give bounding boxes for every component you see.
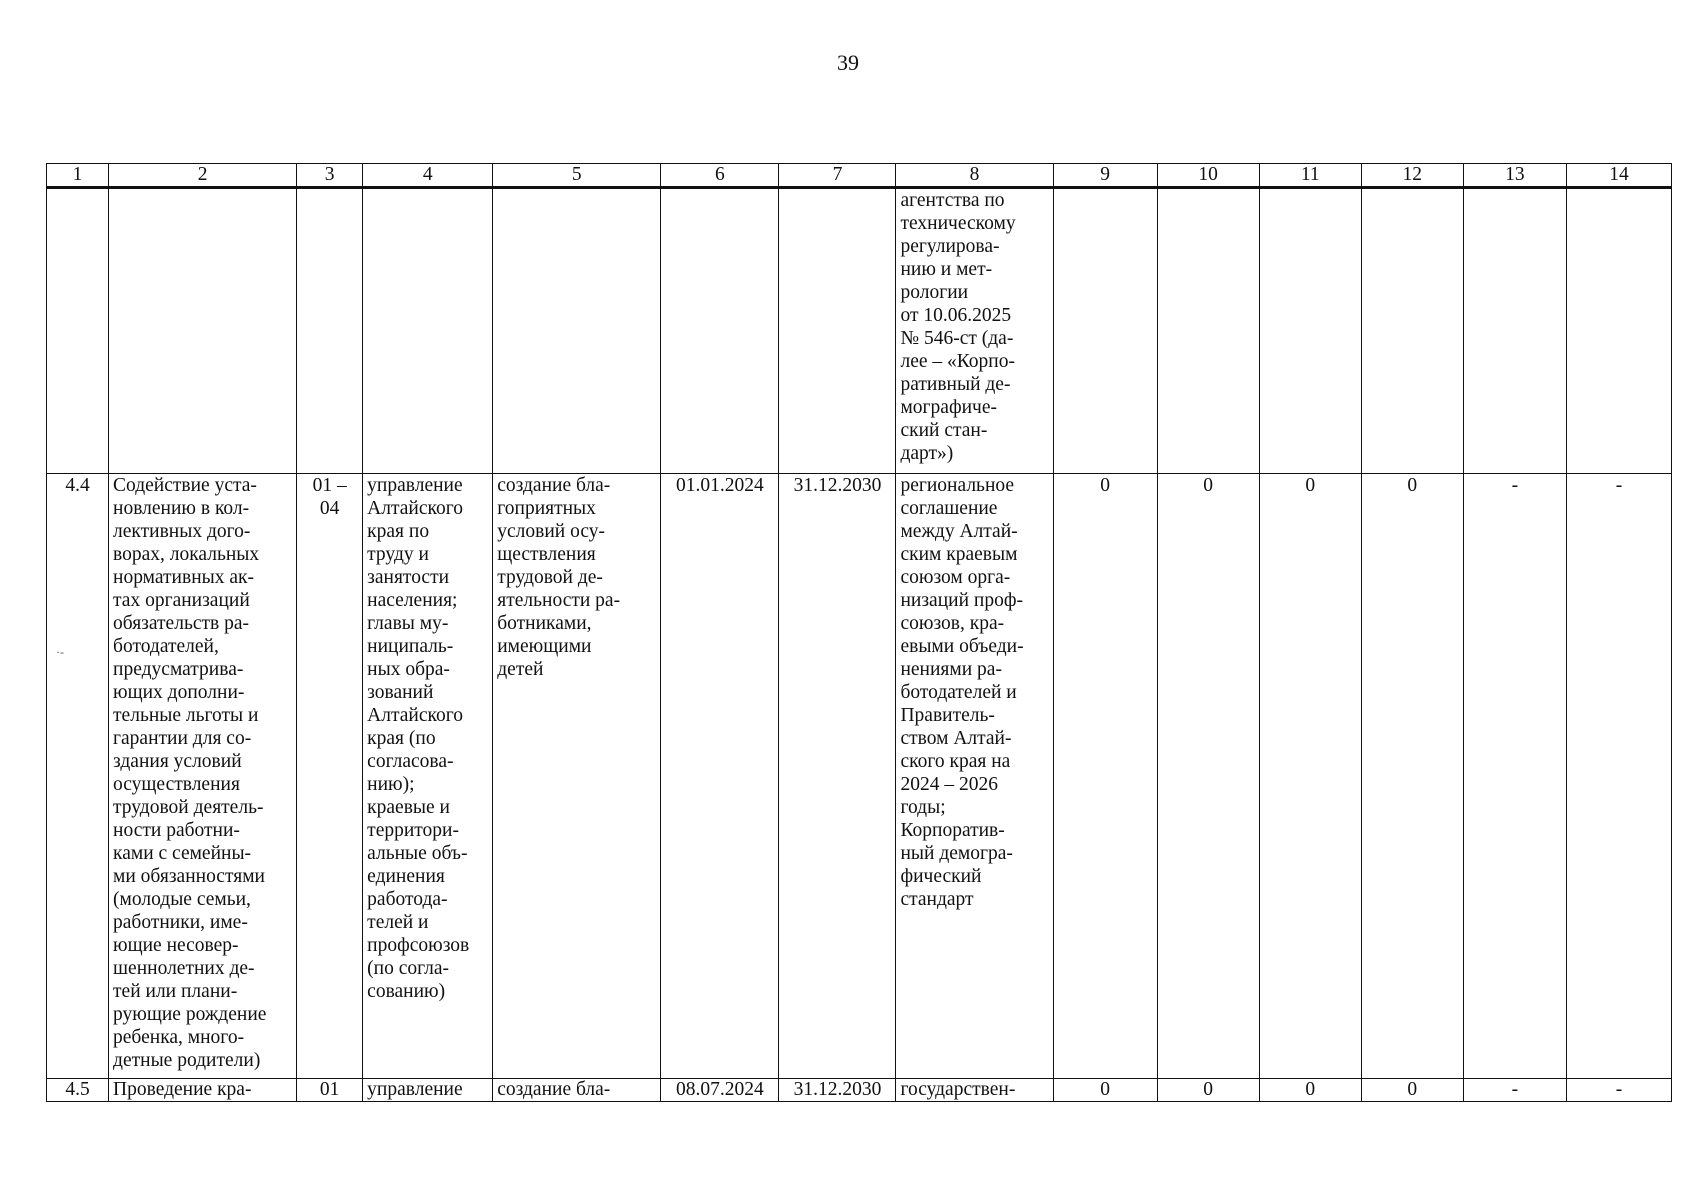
value-cell-10: 0 <box>1157 1079 1259 1102</box>
margin-mark: ·- <box>56 645 64 659</box>
end-date-cell <box>779 188 896 474</box>
result-cell <box>493 188 661 474</box>
value-cell-12: 0 <box>1361 1079 1463 1102</box>
result-cell: создание бла- <box>493 1079 661 1102</box>
result-cell: создание бла- гоприятных условий осу- ществления трудовой де- ятельности ра- ботниками, имеющими детей <box>493 474 661 1079</box>
measure-name-cell: Проведение кра- <box>109 1079 297 1102</box>
start-date-cell: 01.01.2024 <box>661 474 779 1079</box>
period-cell <box>297 188 363 474</box>
basis-cell: государствен- <box>896 1079 1053 1102</box>
col-header-12: 12 <box>1361 164 1463 188</box>
col-header-7: 7 <box>779 164 896 188</box>
value-cell-11: 0 <box>1259 474 1361 1079</box>
col-header-4: 4 <box>363 164 493 188</box>
col-header-8: 8 <box>896 164 1053 188</box>
executors-cell <box>363 188 493 474</box>
col-header-13: 13 <box>1463 164 1566 188</box>
period-cell: 01 – 04 <box>297 474 363 1079</box>
col-header-6: 6 <box>661 164 779 188</box>
value-cell-11 <box>1259 188 1361 474</box>
end-date-cell: 31.12.2030 <box>779 1079 896 1102</box>
value-cell-9: 0 <box>1053 474 1157 1079</box>
col-header-5: 5 <box>493 164 661 188</box>
basis-cell: агентства по техническому регулирова- нию и мет- рологии от 10.06.2025 № 546-ст (да- лее – «Корпо- ративный де- мографиче- ский стан- дарт») <box>896 188 1053 474</box>
value-cell-12: 0 <box>1361 474 1463 1079</box>
col-header-3: 3 <box>297 164 363 188</box>
col-header-9: 9 <box>1053 164 1157 188</box>
col-header-11: 11 <box>1259 164 1361 188</box>
value-cell-9 <box>1053 188 1157 474</box>
row-id-cell <box>47 188 109 474</box>
measure-name-cell: Содействие уста- новлению в кол- лективных дого- ворах, локальных нормативных ак- тах организаций обязательств ра- ботодателей, предусматрива- ющих дополни- тельные льготы и гарантии для со- здания условий осуществления трудовой деятель- ности работни- ками с семейны- ми обязанностями (молодые семьи, работники, име- ющие несовер- шеннолетних де- тей или плани- рующие рождение ребенка, много- детные родители) <box>109 474 297 1079</box>
value-cell-13 <box>1463 188 1566 474</box>
table-row-continuation <box>47 188 1672 474</box>
end-date-cell: 31.12.2030 <box>779 474 896 1079</box>
col-header-2: 2 <box>109 164 297 188</box>
table-row-4-4 <box>47 474 1672 1079</box>
col-header-14: 14 <box>1566 164 1671 188</box>
value-cell-10: 0 <box>1157 474 1259 1079</box>
value-cell-14 <box>1566 188 1671 474</box>
value-cell-14: - <box>1566 474 1671 1079</box>
value-cell-11: 0 <box>1259 1079 1361 1102</box>
executors-cell: управление <box>363 1079 493 1102</box>
value-cell-13: - <box>1463 1079 1566 1102</box>
basis-cell: региональное соглашение между Алтай- ским краевым союзом орга- низаций проф- союзов, кра- евыми объеди- нениями ра- ботодателей и Правитель- ством Алтай- ского края на 2024 – 2026 годы; Корпоратив- ный демогра- фический стандарт <box>896 474 1053 1079</box>
executors-cell: управление Алтайского края по труду и занятости населения; главы му- ниципаль- ных обра- зований Алтайского края (по согласова- нию); краевые и территори- альные объ- единения работода- телей и профсоюзов (по согла- сованию) <box>363 474 493 1079</box>
row-id-cell: 4.4 <box>47 474 109 1079</box>
measures-table <box>46 163 1672 1102</box>
start-date-cell <box>661 188 779 474</box>
value-cell-10 <box>1157 188 1259 474</box>
col-header-10: 10 <box>1157 164 1259 188</box>
column-number-header <box>47 164 1672 188</box>
value-cell-13: - <box>1463 474 1566 1079</box>
page-number: 39 <box>837 50 859 75</box>
measure-name-cell <box>109 188 297 474</box>
table-row-4-5 <box>47 1079 1672 1102</box>
start-date-cell: 08.07.2024 <box>661 1079 779 1102</box>
col-header-1: 1 <box>47 164 109 188</box>
value-cell-9: 0 <box>1053 1079 1157 1102</box>
period-cell: 01 <box>297 1079 363 1102</box>
value-cell-14: - <box>1566 1079 1671 1102</box>
row-id-cell: 4.5 <box>47 1079 109 1102</box>
value-cell-12 <box>1361 188 1463 474</box>
